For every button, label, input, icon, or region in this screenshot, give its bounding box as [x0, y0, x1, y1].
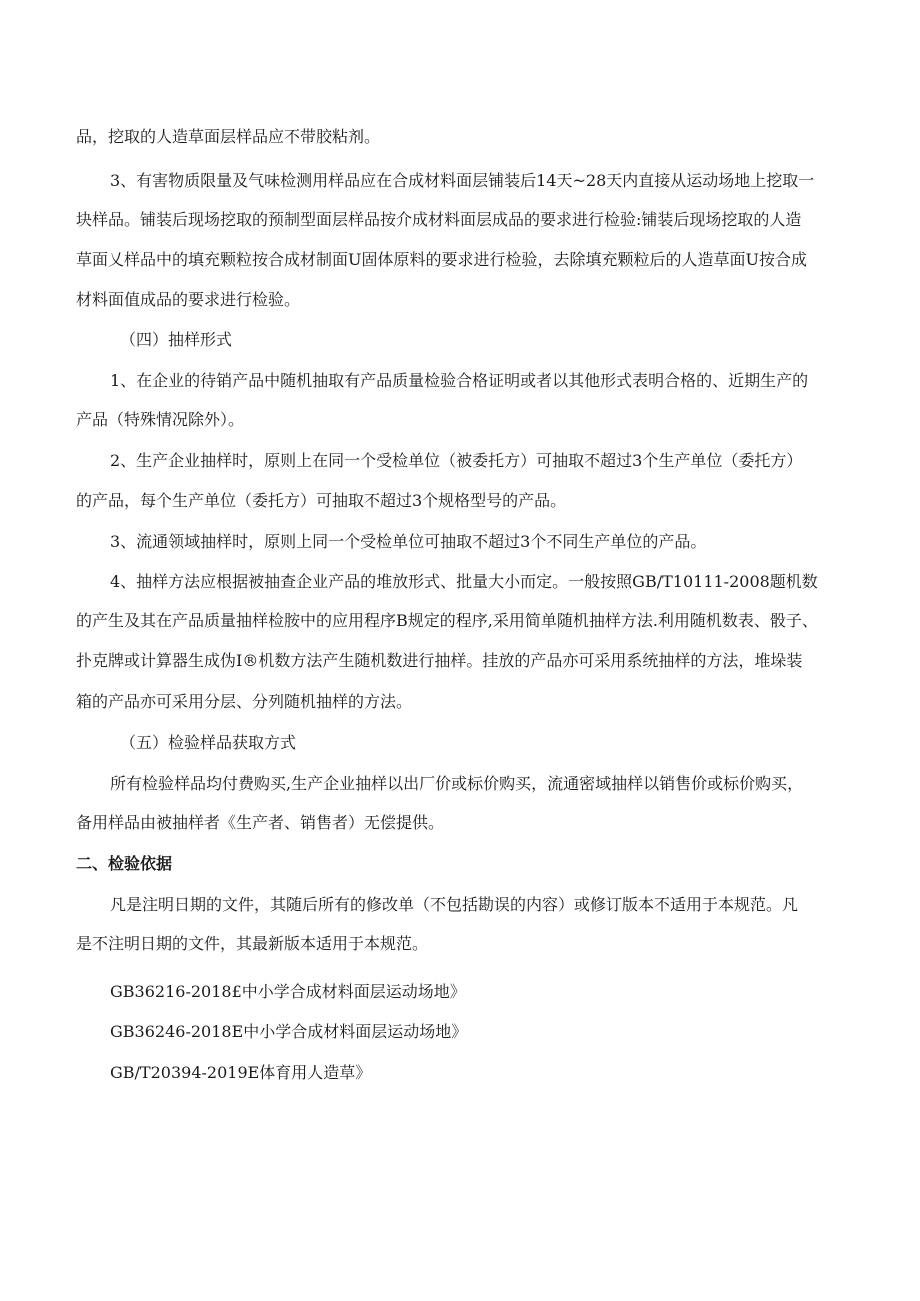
paragraph-line: 是不注明日期的文件，其最新版本适用于本规范。	[76, 934, 429, 953]
paragraph-line: 产品（特殊情况除外）。	[76, 410, 245, 429]
section-heading-2: 二、检验依据	[76, 854, 173, 873]
section-heading-5: （五）检验样品获取方式	[120, 733, 297, 752]
standard-reference: GB36216-2018£中小学合成材料面层运动场地》	[110, 982, 466, 1001]
paragraph-line: 所有检验样品均付费购买,生产企业抽样以出厂价或标价购买，流通密域抽样以销售价或标价购买，	[110, 774, 804, 793]
paragraph-line: 的产品，每个生产单位（委托方）可抽取不超过3个规格型号的产品。	[76, 491, 567, 510]
paragraph-line: 的产生及其在产品质量抽样检胺中的应用程序B规定的程序,采用简单随机抽样方法.利用随机数表、骰子、	[76, 611, 818, 630]
paragraph-line: 备用样品由被抽样者《生产者、销售者）无偿提供。	[76, 813, 445, 832]
paragraph-line: 4、抽样方法应根据被抽查企业产品的堆放形式、批量大小而定。一般按照GB/T10111-2008题机数	[110, 572, 818, 591]
paragraph-line: 3、有害物质限量及气味检测用样品应在合成材料面层铺装后14天~28天内直接从运动场地上挖取一	[110, 171, 815, 190]
paragraph-line: 1、在企业的待销产品中随机抽取有产品质量检验合格证明或者以其他形式表明合格的、近期生产的	[110, 371, 809, 390]
paragraph-line: 材料面值成品的要求进行检验。	[76, 290, 301, 309]
paragraph-line: 箱的产品亦可采用分层、分列随机抽样的方法。	[76, 692, 413, 711]
paragraph-line: 3、流通领域抽样时，原则上同一个受检单位可抽取不超过3个不同生产单位的产品。	[110, 532, 707, 551]
section-heading-4: （四）抽样形式	[120, 330, 233, 349]
paragraph-line: 草面乂样品中的填充颗粒按合成材制面U固体原料的要求进行检验，去除填充颗粒后的人造草面U按合成	[76, 250, 807, 269]
paragraph-line: 凡是注明日期的文件，其随后所有的修改单（不包括勘误的内容）或修订版本不适用于本规范。凡	[110, 895, 799, 914]
standard-reference: GB36246-2018E中小学合成材料面层运动场地》	[110, 1022, 468, 1041]
paragraph-line: 块样品。铺装后现场挖取的预制型面层样品按介成材料面层成品的要求进行检验:铺装后现场挖取的人造	[76, 210, 802, 229]
paragraph-line: 扑克牌或计算器生成伪I®机数方法产生随机数进行抽样。挂放的产品亦可采用系统抽样的方法，堆垛装	[76, 651, 803, 670]
paragraph-line: 2、生产企业抽样时，原则上在同一个受检单位（被委托方）可抽取不超过3个生产单位（委托方）	[110, 451, 803, 470]
paragraph-line: 品，挖取的人造草面层样品应不带胶粘剂。	[76, 127, 381, 146]
standard-reference: GB/T20394-2019E体育用人造草》	[110, 1063, 372, 1082]
